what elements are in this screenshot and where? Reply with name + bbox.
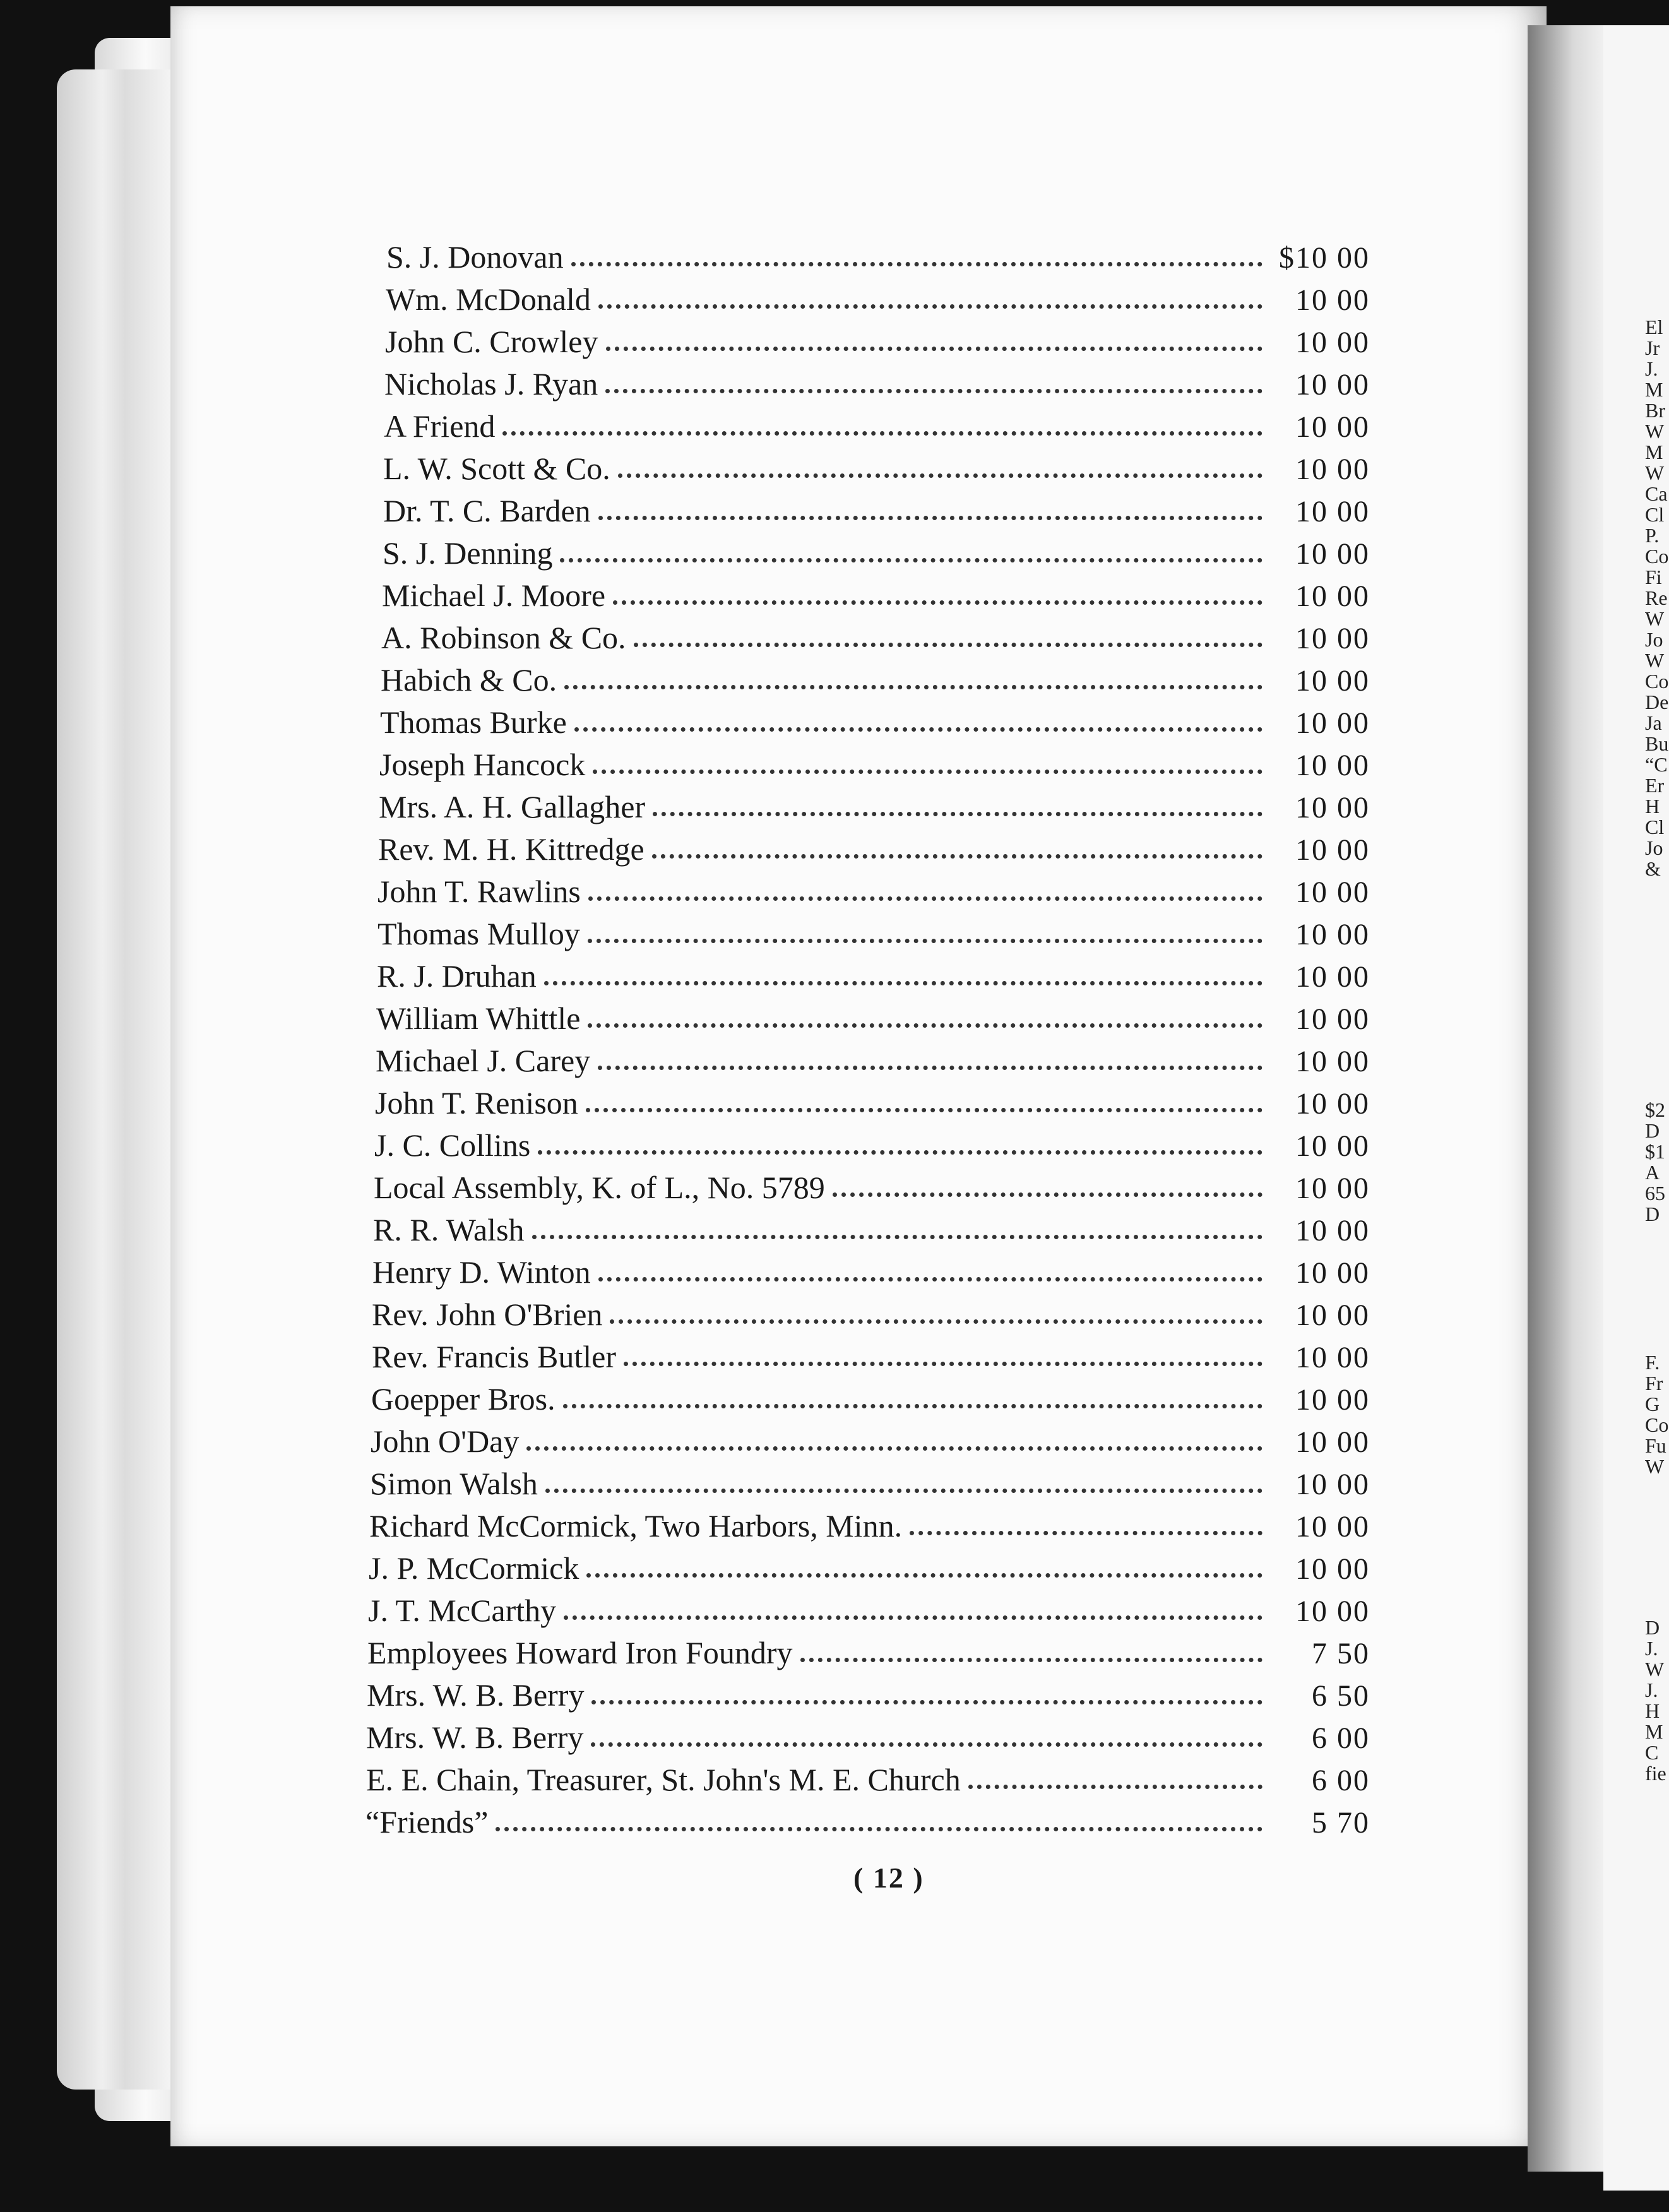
facing-page-fragment: W xyxy=(1645,1455,1665,1478)
amount: 10 00 xyxy=(1295,1045,1370,1078)
dot-leader xyxy=(606,346,1263,351)
contributor-name: Employees Howard Iron Foundry xyxy=(367,1635,793,1670)
facing-page-fragment: D xyxy=(1645,1119,1660,1142)
amount: 6 00 xyxy=(1312,1764,1370,1797)
contributor-name: John C. Crowley xyxy=(385,324,598,359)
list-item xyxy=(366,1760,1370,1798)
dot-leader xyxy=(560,557,1262,562)
amount: 10 00 xyxy=(1295,918,1370,951)
dot-leader xyxy=(586,1573,1262,1578)
facing-page-fragment: 65 xyxy=(1645,1182,1665,1204)
dot-leader xyxy=(502,431,1262,436)
facing-page-fragment: M xyxy=(1645,378,1663,401)
facing-page-fragment: Fi xyxy=(1645,566,1662,588)
dot-leader xyxy=(610,1319,1262,1324)
list-item xyxy=(386,280,1370,318)
facing-page-fragment: H xyxy=(1645,795,1660,818)
dot-leader xyxy=(591,1699,1262,1704)
facing-page-fragment: El xyxy=(1645,316,1663,338)
dot-leader xyxy=(571,261,1262,266)
contributor-name: A. Robinson & Co. xyxy=(381,620,626,655)
contributor-name: Rev. John O'Brien xyxy=(372,1297,603,1332)
amount: 6 00 xyxy=(1312,1721,1370,1755)
list-item xyxy=(378,830,1370,867)
list-item xyxy=(385,322,1370,360)
dot-leader xyxy=(588,896,1262,901)
dot-leader xyxy=(598,515,1262,520)
contributor-name: Wm. McDonald xyxy=(386,282,591,317)
list-item xyxy=(384,364,1370,402)
contributor-name: Mrs. W. B. Berry xyxy=(366,1720,584,1755)
contributor-name: Nicholas J. Ryan xyxy=(384,366,598,401)
contributor-name: Michael J. Carey xyxy=(376,1043,591,1078)
facing-page-fragment: Jr xyxy=(1645,336,1660,359)
amount: 10 00 xyxy=(1295,1299,1370,1332)
dot-leader xyxy=(564,684,1262,689)
contributor-name: Mrs. W. B. Berry xyxy=(367,1677,585,1713)
contributor-name: Rev. M. H. Kittredge xyxy=(378,831,644,867)
contributor-name: S. J. Denning xyxy=(383,535,553,571)
facing-page-fragment: $1 xyxy=(1645,1140,1665,1163)
contributor-name: Simon Walsh xyxy=(370,1466,538,1501)
dot-leader xyxy=(653,811,1262,816)
dot-leader xyxy=(593,769,1262,774)
facing-page-fragment: Br xyxy=(1645,399,1665,422)
contributor-name: John T. Renison xyxy=(375,1085,578,1121)
contributor-name: “Friends” xyxy=(365,1804,489,1840)
facing-page-fragment: $2 xyxy=(1645,1098,1665,1121)
amount: 10 00 xyxy=(1295,876,1370,909)
amount: 10 00 xyxy=(1295,1172,1370,1205)
list-item xyxy=(376,999,1370,1037)
list-item xyxy=(377,914,1370,952)
list-item xyxy=(372,1295,1370,1333)
facing-page-fragment: Ja xyxy=(1645,711,1662,734)
contributor-name: Michael J. Moore xyxy=(382,578,606,613)
list-item xyxy=(371,1422,1370,1460)
dot-leader xyxy=(910,1530,1262,1535)
list-item xyxy=(369,1506,1370,1544)
amount: 10 00 xyxy=(1295,749,1370,782)
amount: 10 00 xyxy=(1295,410,1370,444)
amount: 10 00 xyxy=(1295,1468,1370,1501)
dot-leader xyxy=(591,1742,1262,1747)
amount: 6 50 xyxy=(1312,1679,1370,1713)
list-item xyxy=(365,1802,1370,1840)
list-item xyxy=(381,618,1370,656)
list-item xyxy=(379,787,1370,825)
amount: 10 00 xyxy=(1295,1087,1370,1121)
facing-page-fragment: Co xyxy=(1645,1413,1669,1436)
dot-leader xyxy=(613,600,1262,605)
list-item xyxy=(383,491,1370,529)
contributor-name: S. J. Donovan xyxy=(386,239,564,275)
dot-leader xyxy=(605,388,1262,393)
amount: 10 00 xyxy=(1295,1425,1370,1459)
facing-page-fragment: F. xyxy=(1645,1351,1660,1374)
contributor-name: Joseph Hancock xyxy=(379,747,586,782)
list-item xyxy=(382,576,1370,614)
contributor-name: A Friend xyxy=(384,408,496,444)
list-item xyxy=(383,533,1370,571)
facing-page-fragment: Fu xyxy=(1645,1434,1666,1457)
facing-page-fragment: Er xyxy=(1645,774,1665,797)
contributor-name: Dr. T. C. Barden xyxy=(383,493,591,528)
list-item xyxy=(376,1041,1370,1079)
list-item xyxy=(370,1464,1370,1502)
amount: 7 50 xyxy=(1312,1637,1370,1670)
facing-page-fragment: Fr xyxy=(1645,1372,1663,1394)
list-item xyxy=(377,956,1370,994)
list-item xyxy=(372,1337,1370,1375)
amount: 10 00 xyxy=(1295,495,1370,528)
amount: 10 00 xyxy=(1295,833,1370,867)
list-item xyxy=(367,1675,1370,1713)
dot-leader xyxy=(800,1657,1263,1662)
list-item xyxy=(374,1126,1370,1163)
facing-page-fragment: Co xyxy=(1645,545,1669,568)
facing-page-fragment: & xyxy=(1645,857,1661,880)
contributor-name: J. P. McCormick xyxy=(369,1550,579,1586)
dot-leader xyxy=(598,1276,1262,1281)
facing-page-fragment: C xyxy=(1645,1741,1659,1764)
facing-page-fragment: Cl xyxy=(1645,503,1665,526)
contributor-name: J. C. Collins xyxy=(374,1127,531,1163)
contributor-name: E. E. Chain, Treasurer, St. John's M. E. Church xyxy=(366,1762,961,1797)
facing-page-fragment: Cl xyxy=(1645,816,1665,838)
list-item xyxy=(366,1718,1370,1756)
list-item xyxy=(386,237,1370,275)
amount: 10 00 xyxy=(1295,537,1370,571)
dot-leader xyxy=(496,1826,1262,1831)
facing-page-fragment: P. xyxy=(1645,524,1660,547)
dot-leader xyxy=(968,1784,1262,1789)
amount: 10 00 xyxy=(1295,283,1370,317)
list-item xyxy=(373,1210,1370,1248)
facing-page-fragment: Ca xyxy=(1645,482,1668,505)
facing-page-fragment: J. xyxy=(1645,1637,1658,1660)
contributor-name: Habich & Co. xyxy=(381,662,557,698)
contributor-name: John T. Rawlins xyxy=(377,874,581,909)
contributor-name: Thomas Mulloy xyxy=(377,916,580,951)
dot-leader xyxy=(586,1107,1262,1112)
dot-leader xyxy=(588,1023,1262,1028)
dot-leader xyxy=(538,1150,1262,1155)
amount: $10 00 xyxy=(1279,241,1370,275)
contributor-name: Local Assembly, K. of L., No. 5789 xyxy=(374,1170,825,1205)
facing-page-fragment: W xyxy=(1645,420,1665,443)
dot-leader xyxy=(574,727,1262,732)
dot-leader xyxy=(652,853,1262,859)
list-item xyxy=(367,1633,1370,1671)
amount: 10 00 xyxy=(1295,1341,1370,1374)
amount: 10 00 xyxy=(1295,326,1370,359)
amount: 10 00 xyxy=(1295,453,1370,486)
facing-page-fragment: De xyxy=(1645,691,1669,713)
amount: 10 00 xyxy=(1295,960,1370,994)
facing-page-fragment: D xyxy=(1645,1616,1660,1639)
list-item xyxy=(383,449,1370,487)
dot-leader xyxy=(833,1192,1262,1197)
facing-page-fragment: G xyxy=(1645,1393,1660,1415)
list-item xyxy=(375,1083,1370,1121)
facing-page-fragment: Jo xyxy=(1645,836,1663,859)
contributor-name: J. T. McCarthy xyxy=(368,1593,557,1628)
list-item xyxy=(371,1379,1370,1417)
facing-page-fragment: fie xyxy=(1645,1762,1666,1785)
facing-page-fragment: W xyxy=(1645,1658,1665,1680)
facing-page-fragment: “C xyxy=(1645,753,1668,776)
contributor-name: L. W. Scott & Co. xyxy=(383,451,610,486)
amount: 10 00 xyxy=(1295,580,1370,613)
list-item xyxy=(381,660,1370,698)
facing-page-fragment: A xyxy=(1645,1161,1660,1184)
facing-page-fragment: J. xyxy=(1645,357,1658,380)
amount: 5 70 xyxy=(1312,1806,1370,1840)
list-item xyxy=(380,703,1370,740)
dot-leader xyxy=(526,1446,1262,1451)
facing-page-fragment: W xyxy=(1645,607,1665,630)
dot-leader xyxy=(634,642,1262,647)
amount: 10 00 xyxy=(1295,622,1370,655)
dot-leader xyxy=(545,1488,1262,1493)
dot-leader xyxy=(598,304,1262,309)
contributor-name: R. J. Druhan xyxy=(377,958,537,994)
list-item xyxy=(369,1549,1370,1586)
amount: 10 00 xyxy=(1295,1510,1370,1543)
dot-leader xyxy=(564,1615,1262,1620)
contributor-name: John O'Day xyxy=(371,1424,520,1459)
amount: 10 00 xyxy=(1295,1129,1370,1163)
facing-page-fragment: H xyxy=(1645,1699,1660,1722)
dot-leader xyxy=(598,1065,1262,1070)
contributor-name: Thomas Burke xyxy=(380,705,567,740)
dot-leader xyxy=(624,1361,1262,1366)
amount: 10 00 xyxy=(1295,1595,1370,1628)
facing-page-fragment: W xyxy=(1645,649,1665,672)
amount: 10 00 xyxy=(1295,1256,1370,1290)
dot-leader xyxy=(618,473,1262,478)
list-item xyxy=(377,872,1370,910)
facing-page-fragment: M xyxy=(1645,441,1663,463)
facing-page-fragment: D xyxy=(1645,1203,1660,1225)
facing-page-fragment: Bu xyxy=(1645,732,1669,755)
amount: 10 00 xyxy=(1295,1002,1370,1036)
amount: 10 00 xyxy=(1295,368,1370,401)
list-item xyxy=(372,1252,1370,1290)
facing-page-fragment: J. xyxy=(1645,1679,1658,1701)
contributor-name: Richard McCormick, Two Harbors, Minn. xyxy=(369,1508,903,1543)
contributor-name: William Whittle xyxy=(376,1001,581,1036)
amount: 10 00 xyxy=(1295,1552,1370,1586)
dot-leader xyxy=(588,938,1262,943)
facing-page-fragment: W xyxy=(1645,461,1665,484)
contributor-name: Mrs. A. H. Gallagher xyxy=(379,789,646,824)
facing-page-fragment: Co xyxy=(1645,670,1669,693)
dot-leader xyxy=(544,980,1262,985)
amount: 10 00 xyxy=(1295,1214,1370,1247)
dot-leader xyxy=(532,1234,1262,1239)
dot-leader xyxy=(563,1403,1262,1408)
list-item xyxy=(379,745,1370,783)
list-item xyxy=(384,407,1370,444)
facing-page-fragment: Re xyxy=(1645,586,1668,609)
page-number: ( 12 ) xyxy=(853,1862,924,1894)
contributor-name: Henry D. Winton xyxy=(372,1254,591,1290)
contributor-name: R. R. Walsh xyxy=(373,1212,525,1247)
facing-page-fragment: M xyxy=(1645,1720,1663,1743)
amount: 10 00 xyxy=(1295,791,1370,824)
list-item xyxy=(368,1591,1370,1629)
amount: 10 00 xyxy=(1295,664,1370,698)
contributor-name: Rev. Francis Butler xyxy=(372,1339,616,1374)
contributor-name: Goepper Bros. xyxy=(371,1381,555,1417)
amount: 10 00 xyxy=(1295,1383,1370,1417)
amount: 10 00 xyxy=(1295,706,1370,740)
facing-page-fragment: Jo xyxy=(1645,628,1663,651)
list-item xyxy=(374,1168,1370,1206)
